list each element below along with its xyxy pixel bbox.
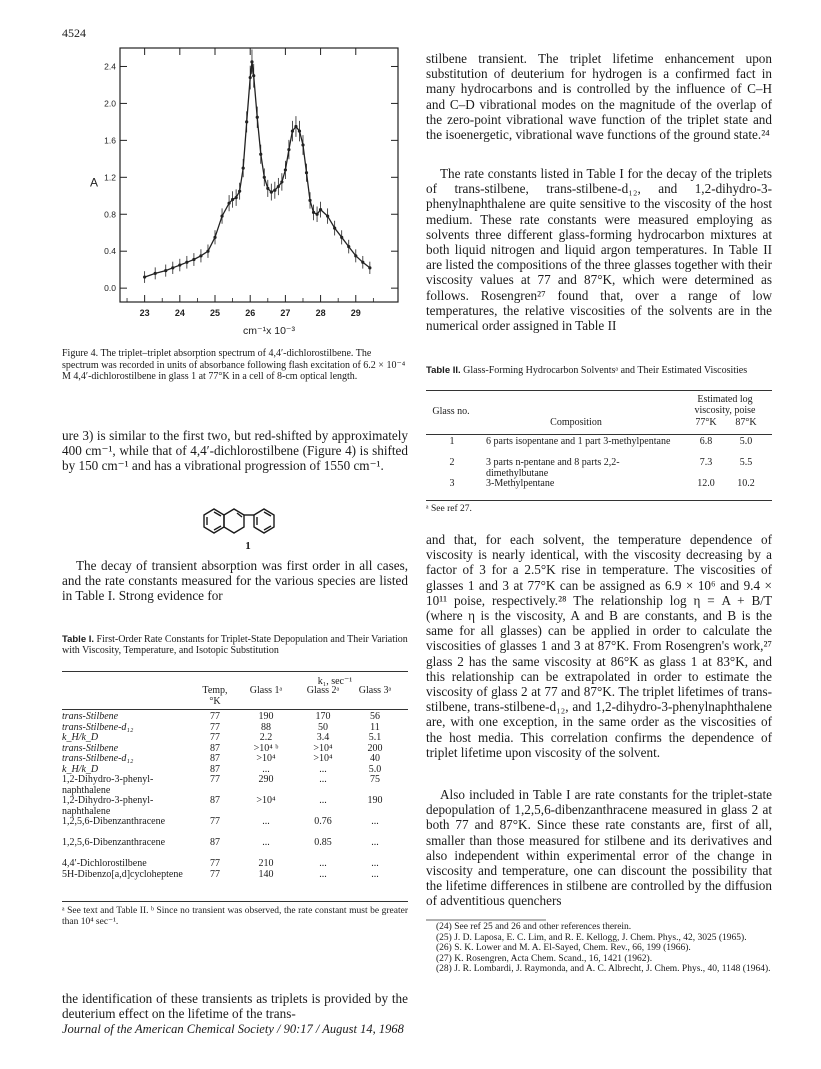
journal-footer: Journal of the American Chemical Society / 90:17 / August 14, 1968 <box>62 1022 404 1036</box>
x-tick-label: 25 <box>210 308 221 318</box>
point-marker <box>312 211 315 214</box>
table-cell-glass-2: 3.4 <box>316 732 330 743</box>
point-marker <box>315 213 318 216</box>
point-marker <box>291 130 294 133</box>
table-row <box>62 870 408 891</box>
table-1-title <box>62 634 408 656</box>
table-cell-viscosity-77: 6.8 <box>699 436 713 447</box>
table-cell-viscosity-87: 5.5 <box>739 457 753 468</box>
table-1-rule-mid <box>62 709 408 710</box>
table-cell-glass-2: 50 <box>318 721 328 733</box>
table-cell-substance: trans-Stilbene-d₁₂ <box>62 721 134 733</box>
table-cell-glass-3: ... <box>371 816 379 827</box>
table-cell-glass-2: 0.85 <box>314 837 332 848</box>
table-cell-glass-2: ... <box>319 868 327 880</box>
data-point <box>319 202 322 218</box>
table-cell-substance: k_H/k_D <box>62 763 99 775</box>
point-marker <box>347 245 350 248</box>
point-marker <box>206 250 209 253</box>
point-marker <box>259 153 262 156</box>
point-marker <box>192 258 195 261</box>
reference-item: (26) S. K. Lower and M. A. El-Sayed, Chem. Rev., 66, 199 (1966). <box>436 943 691 954</box>
point-marker <box>308 199 311 202</box>
point-marker <box>252 74 255 77</box>
table-cell-glass-2: 0.76 <box>314 816 332 827</box>
table-cell-glass-3: 200 <box>367 742 383 754</box>
references <box>426 922 772 975</box>
table-cell-substance: trans-Stilbene <box>62 742 119 754</box>
table-2-header-composition: Composition <box>550 417 602 428</box>
point-marker <box>277 185 280 188</box>
point-marker <box>249 76 252 79</box>
point-marker <box>284 168 287 171</box>
right-paragraph-2: The rate constants listed in Table I for the decay of the triplets of trans-stilbene, trans-stilbene-d₁₂, and 1,2-dihydro-3-phenylnaphthalene are quite sensitive to the viscosity of the host medium. These rate constants were measured employing as solvents three different glass-forming hydrocarbon mixtures at both liquid nitrogen and liquid argon temperatures. In Table II are listed the compositions of the three glasses together with their viscosity values at 77 and 87°K, which were determined as follows. Rosengren²⁷ found that, over a range of low temperatures, the relative viscosities of the solvents are in the numerical order assigned in Table II <box>426 166 772 334</box>
table-2-label: Table II. <box>426 365 461 376</box>
table-2-title <box>426 365 772 376</box>
x-tick-label: 26 <box>245 308 256 318</box>
table-row <box>62 796 408 817</box>
table-2-rule-mid <box>426 434 772 435</box>
point-marker <box>368 266 371 269</box>
table-cell-glass-3: 190 <box>367 795 383 806</box>
point-marker <box>250 60 253 63</box>
data-point <box>277 178 280 195</box>
right-paragraph-3: and that, for each solvent, the temperature dependence of viscosity is nearly identical, with the viscosity decreasing by a factor of 3 for a 2.5°K rise in temperature. The viscosities of glasses 1 and 3 at 77°K can be assigned as 6.9 × 10⁶ and 9.4 × 10¹¹ poise, respectively.²⁸ The relationship log η = A + B/T (where η is the viscosity, A and B are constants, and B is the same for all glasses) can be applied in order to calculate the viscosities of glasses 1 and 3 at 87°K. From Rosengren's work,²⁷ glass 2 has the same viscosity at 86°K as glass 1 at 83°K, and this relationship can be extrapolated in order to estimate the viscosity of glass 2 at 77 and 87°K. The triplet lifetimes of trans-stilbene, trans-stilbene-d₁₂, and 1,2-dihydro-3-phenylnaphthalene are, with one exception, in the same order as the viscosities of the host media. This correlation confirms the dependence of triplet lifetime upon viscosity of the solvent. <box>426 532 772 760</box>
table-1-header-glass-3: Glass 3ᵃ <box>358 685 392 696</box>
table-cell-viscosity-77: 7.3 <box>699 457 713 468</box>
y-tick-label: 0.0 <box>104 283 116 294</box>
point-marker <box>266 187 269 190</box>
table-cell-glass-3: ... <box>371 858 379 869</box>
left-paragraph-2: The decay of transient absorption was first order in all cases, and the rate constants measured for the various species are listed in Table I. Strong evidence for <box>62 558 408 604</box>
table-cell-temp: 87 <box>210 795 220 806</box>
point-marker <box>199 254 202 257</box>
data-point <box>298 121 301 142</box>
y-axis-label: A <box>89 175 99 190</box>
references-rule <box>426 919 772 921</box>
table-cell-composition: 3-Methylpentane <box>486 478 555 489</box>
table-2-title-text: Glass-Forming Hydrocarbon Solventsᵃ and Their Estimated Viscosities <box>463 365 748 376</box>
table-2-header-glass: Glass no. <box>432 406 470 417</box>
table-cell-glass-1: 140 <box>258 868 274 880</box>
table-cell-substance: k_H/k_D <box>62 732 99 743</box>
y-tick-label: 1.6 <box>104 135 116 146</box>
table-1-rule-top <box>62 671 408 672</box>
point-marker <box>280 180 283 183</box>
x-axis-label: cm⁻¹x 10⁻³ <box>243 325 295 337</box>
point-marker <box>154 272 157 275</box>
table-cell-glass-1: 88 <box>261 721 271 733</box>
table-cell-glass-3: ... <box>371 868 379 880</box>
table-row <box>426 437 772 458</box>
table-cell-temp: 77 <box>210 721 220 733</box>
table-2-rule-top <box>426 390 772 391</box>
table-cell-substance: 1,2-Dihydro-3-phenyl-naphthalene <box>62 795 154 817</box>
data-point <box>326 208 329 223</box>
x-tick-label: 27 <box>280 308 291 318</box>
table-1-rule-bottom <box>62 901 408 902</box>
right-paragraph-4: Also included in Table I are rate constants for the triplet-state depopulation of 1,2,5,6-dibenzanthracene measured in glass 2 at both 77 and 87°K. Since these rate constants are, first of all, smaller than those measured for stilbene and its derivatives and also independent within experimental error of the change in viscosity and temperature, one can discount the possibility that the lifetime differences in stilbene are controlled by the diffusion of adventitious quenchers <box>426 787 772 909</box>
point-marker <box>185 261 188 264</box>
table-row <box>62 733 408 744</box>
point-marker <box>333 227 336 230</box>
table-1-header-glass-1: Glass 1ᵃ <box>249 685 283 696</box>
table-cell-substance: 1,2,5,6-Dibenzanthracene <box>62 837 166 848</box>
table-1-label: Table I. <box>62 634 95 645</box>
reference-item: (28) J. R. Lombardi, J. Raymonda, and A. C. Albrecht, J. Chem. Phys., 40, 1148 (1964). <box>436 964 771 975</box>
table-cell-glass-1: ... <box>262 816 270 827</box>
compound-label: 1 <box>245 540 251 552</box>
data-point <box>235 189 238 206</box>
table-cell-temp: 77 <box>210 816 220 827</box>
table-row <box>426 458 772 479</box>
point-marker <box>213 236 216 239</box>
table-cell-substance: 1,2-Dihydro-3-phenyl-naphthalene <box>62 774 154 796</box>
table-1-body <box>62 712 408 891</box>
table-cell-temp: 87 <box>210 837 220 848</box>
table-cell-temp: 77 <box>210 858 220 869</box>
cyclohexene-ring <box>224 509 244 533</box>
table-2-header-viscosity: Estimated log viscosity, poise <box>694 394 756 416</box>
data-point <box>206 245 209 258</box>
table-cell-glass-3: 5.0 <box>368 763 382 775</box>
data-point <box>143 271 146 283</box>
table-cell-glass-2: ... <box>319 795 327 806</box>
table-row <box>62 723 408 734</box>
y-tick-label: 2.4 <box>104 61 116 72</box>
figure-caption-label: Figure 4. <box>62 348 99 359</box>
point-marker <box>270 190 273 193</box>
point-marker <box>340 236 343 239</box>
table-2-header-87: 87°K <box>735 417 757 428</box>
point-marker <box>231 198 234 201</box>
table-cell-glass-no: 1 <box>449 436 455 447</box>
table-cell-composition: 3 parts n-pentane and 8 parts 2,2-dimethylbutane <box>486 457 620 479</box>
table-cell-glass-2: >10⁴ <box>313 742 333 754</box>
reference-item: (27) K. Rosengren, Acta Chem. Scand., 16, 1421 (1962). <box>436 953 653 964</box>
table-cell-substance: 1,2,5,6-Dibenzanthracene <box>62 816 166 827</box>
point-marker <box>227 202 230 205</box>
data-point <box>333 221 336 236</box>
data-point <box>315 206 318 222</box>
table-cell-glass-1: >10⁴ ᵇ <box>253 742 279 754</box>
data-point <box>199 249 202 262</box>
data-point <box>154 267 157 279</box>
table-cell-glass-1: 2.2 <box>259 732 273 743</box>
data-point <box>266 180 269 197</box>
table-cell-glass-1: 190 <box>258 711 274 722</box>
data-point <box>227 195 230 211</box>
table-cell-temp: 77 <box>210 868 220 880</box>
point-marker <box>238 190 241 193</box>
point-marker <box>143 275 146 278</box>
y-tick-label: 0.4 <box>104 246 116 257</box>
table-cell-glass-1: ... <box>262 837 270 848</box>
table-cell-glass-2: >10⁴ <box>313 753 333 764</box>
table-cell-glass-3: 5.1 <box>368 732 382 743</box>
figure-caption-text: The triplet–triplet absorption spectrum of 4,4′-dichlorostilbene. The spectrum was recorded in units of absorbance following flash excitation of 6.2 × 10⁻⁴ M 4,4′-dichlorostilbene in glass 1 at 77°K in a cell of 8-cm optical length. <box>62 348 406 382</box>
table-cell-glass-3: ... <box>371 837 379 848</box>
spectrum-line <box>145 62 370 277</box>
point-marker <box>326 215 329 218</box>
x-tick-label: 29 <box>350 308 361 318</box>
table-cell-glass-3: 75 <box>370 774 380 785</box>
point-marker <box>319 208 322 211</box>
right-paragraph-1: stilbene transient. The triplet lifetime enhancement upon substitution of deuterium for hydrogen is a confirmed fact in many hydrocarbons and is controlled by the influence of C–H and C–D vibrational modes on the magnitude of the overlap of the zero-point vibrational wave function of the triplet state and the isoenergetic, vibrational wave functions of the ground state.²⁴ <box>426 51 772 143</box>
table-cell-temp: 77 <box>210 732 220 743</box>
table-cell-temp: 77 <box>210 711 220 722</box>
table-cell-temp: 77 <box>210 774 220 785</box>
data-point <box>361 256 364 269</box>
table-1-title-text: First-Order Rate Constants for Triplet-State Depopulation and Their Variation with Viscosity, Temperature, and Isotopic Substitution <box>62 634 408 656</box>
table-cell-viscosity-87: 10.2 <box>737 478 755 489</box>
point-marker <box>164 269 167 272</box>
table-cell-temp: 87 <box>210 763 220 775</box>
table-cell-glass-1: 210 <box>258 858 274 869</box>
y-tick-label: 0.8 <box>104 209 116 220</box>
data-point <box>294 116 297 137</box>
data-point <box>192 253 195 266</box>
left-paragraph-1: ure 3) is similar to the first two, but red-shifted by approximately 400 cm⁻¹, while that of 4,4′-dichlorostilbene (Figure 4) is shifted by 150 cm⁻¹ and has a vibrational progression of 1550 cm⁻¹. <box>62 428 408 474</box>
reference-item: (25) J. D. Laposa, E. C. Lim, and R. E. Kellogg, J. Chem. Phys., 42, 3025 (1965). <box>436 932 747 943</box>
table-row <box>62 712 408 723</box>
x-tick-label: 23 <box>139 308 150 318</box>
table-2-header <box>426 394 772 434</box>
figure-caption <box>62 348 408 383</box>
table-row <box>426 479 772 500</box>
table-cell-glass-1: ... <box>262 763 270 775</box>
table-2-rule-bottom <box>426 500 772 501</box>
point-marker <box>263 176 266 179</box>
point-marker <box>287 148 290 151</box>
data-point <box>368 262 371 274</box>
table-cell-substance: 5H-Dibenzo[a,d]cycloheptene <box>62 868 183 880</box>
table-2-body <box>426 437 772 500</box>
table-1-header-temp: Temp, °K <box>202 685 228 707</box>
point-marker <box>256 116 259 119</box>
data-point <box>270 184 273 201</box>
point-marker <box>361 261 364 264</box>
table-cell-substance: trans-Stilbene <box>62 711 119 722</box>
left-paragraph-3: the identification of these transients as triplets is provided by the deuterium effect on the lifetime of the trans- <box>62 991 408 1022</box>
data-point <box>164 265 167 277</box>
data-point <box>354 249 357 262</box>
table-cell-glass-no: 2 <box>449 457 455 468</box>
table-1-header <box>62 676 408 708</box>
point-marker <box>178 263 181 266</box>
table-cell-glass-no: 3 <box>449 478 455 489</box>
table-row <box>62 859 408 870</box>
point-marker <box>305 171 308 174</box>
table-cell-glass-3: 40 <box>370 753 380 764</box>
x-tick-label: 28 <box>315 308 326 318</box>
point-marker <box>242 166 245 169</box>
table-1-header-glass-2: Glass 2ᵃ <box>306 685 340 696</box>
data-point <box>178 259 181 271</box>
data-point <box>231 191 234 207</box>
table-row <box>62 775 408 796</box>
table-cell-glass-1: >10⁴ <box>256 753 276 764</box>
data-point <box>185 256 188 269</box>
table-cell-substance: 4,4′-Dichlorostilbene <box>62 858 147 869</box>
data-point <box>347 240 350 254</box>
point-marker <box>273 189 276 192</box>
data-point <box>171 262 174 274</box>
table-row <box>62 838 408 859</box>
plot-frame <box>120 48 398 302</box>
table-cell-composition: 6 parts isopentane and 1 part 3-methylpentane <box>486 436 671 447</box>
point-marker <box>220 215 223 218</box>
y-tick-label: 2.0 <box>104 98 116 109</box>
point-marker <box>294 125 297 128</box>
table-cell-glass-2: ... <box>319 763 327 775</box>
table-row <box>62 754 408 765</box>
table-cell-glass-2: ... <box>319 774 327 785</box>
table-2-footnote: ᵃ See ref 27. <box>426 504 472 514</box>
point-marker <box>298 130 301 133</box>
data-point <box>280 173 283 190</box>
point-marker <box>354 254 357 257</box>
point-marker <box>171 266 174 269</box>
y-tick-label: 1.2 <box>104 172 116 183</box>
table-cell-viscosity-77: 12.0 <box>697 478 715 489</box>
table-row <box>62 817 408 838</box>
table-cell-glass-2: 170 <box>315 711 331 722</box>
point-marker <box>235 196 238 199</box>
figure-4-chart <box>80 40 420 352</box>
x-tick-label: 24 <box>174 308 185 318</box>
table-1-header-group: k₁, sec⁻¹ <box>317 676 353 687</box>
data-point <box>340 230 343 244</box>
table-cell-glass-3: 11 <box>370 721 380 733</box>
table-2-header-77: 77°K <box>695 417 717 428</box>
table-cell-substance: trans-Stilbene-d₁₂ <box>62 753 134 764</box>
table-1-footnote: ᵃ See text and Table II. ᵇ Since no transient was observed, the rate constant must be greater than 10⁴ sec⁻¹. <box>62 906 408 927</box>
table-cell-viscosity-87: 5.0 <box>739 436 753 447</box>
data-point <box>273 182 276 199</box>
table-cell-temp: 87 <box>210 742 220 754</box>
table-cell-glass-3: 56 <box>370 711 380 722</box>
table-cell-glass-2: ... <box>319 858 327 869</box>
table-cell-glass-1: >10⁴ <box>256 795 276 806</box>
point-marker <box>301 143 304 146</box>
reference-item: (24) See ref 25 and 26 and other references therein. <box>436 922 632 932</box>
page-number: 4524 <box>62 26 86 40</box>
table-cell-temp: 87 <box>210 753 220 764</box>
point-marker <box>245 120 248 123</box>
table-cell-glass-1: 290 <box>258 774 274 785</box>
